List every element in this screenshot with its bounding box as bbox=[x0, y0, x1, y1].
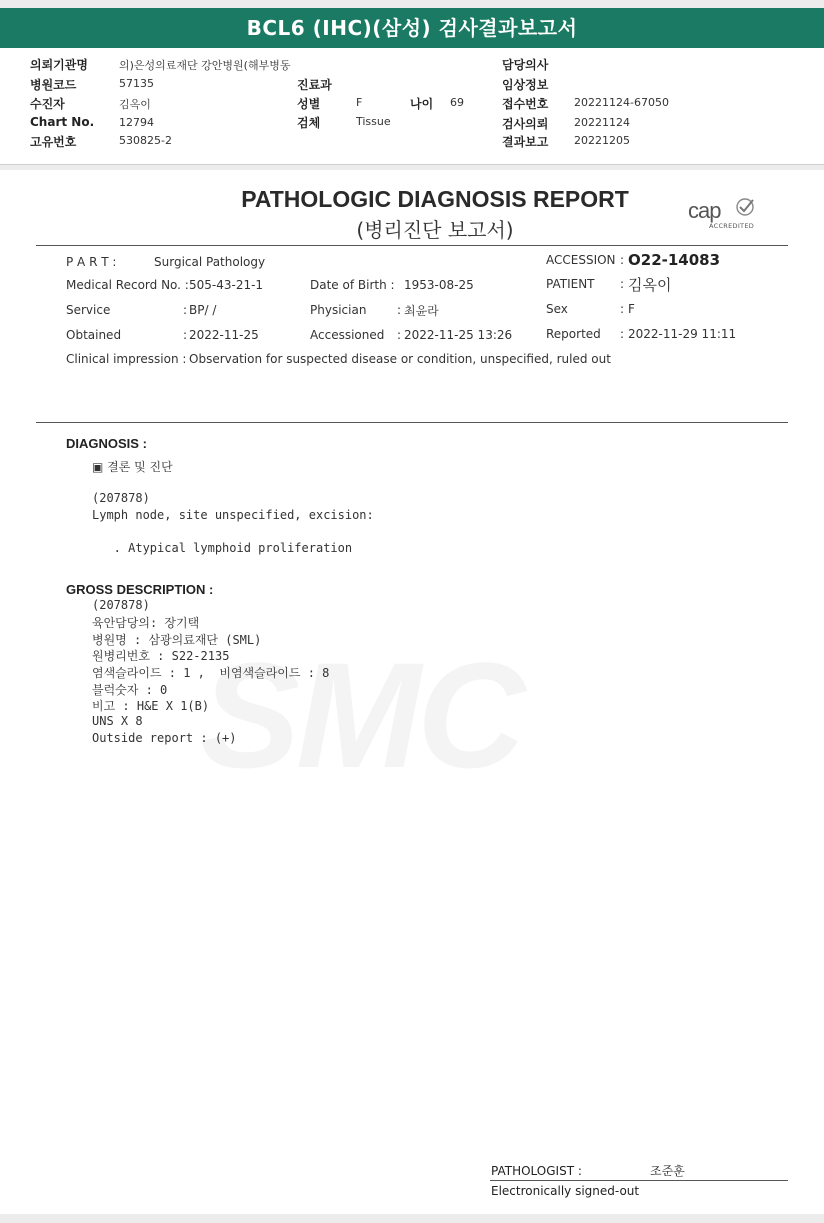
part-value: Surgical Pathology bbox=[154, 255, 266, 269]
sex-label: Sex bbox=[546, 302, 568, 316]
request-date-label: 검사의뢰 bbox=[502, 117, 549, 131]
electronic-signature-note: Electronically signed-out bbox=[491, 1184, 640, 1198]
gross-description-heading: GROSS DESCRIPTION : bbox=[66, 582, 214, 597]
receipt-no-label: 접수번호 bbox=[502, 97, 549, 111]
age-label: 나이 bbox=[410, 97, 434, 111]
clinical-impression-label: Clinical impression : bbox=[66, 352, 187, 366]
report-title-bar: BCL6 (IHC)(삼성) 검사결과보고서 bbox=[0, 8, 824, 48]
clinical-impression-value: Observation for suspected disease or condition, unspecified, ruled out bbox=[189, 352, 611, 366]
institution-label: 의뢰기관명 bbox=[30, 58, 88, 72]
diagnosis-line: (207878) bbox=[92, 491, 150, 505]
gross-line: 원병리번호 : S22-2135 bbox=[92, 649, 230, 663]
signature-line bbox=[490, 1180, 788, 1181]
unique-no-value: 530825-2 bbox=[119, 134, 172, 147]
department-label: 진료과 bbox=[297, 78, 332, 92]
physician-value: 최윤라 bbox=[404, 304, 439, 318]
reported-value: 2022-11-29 11:11 bbox=[628, 327, 737, 341]
unique-no-label: 고유번호 bbox=[30, 135, 77, 149]
specimen-label: 검체 bbox=[297, 116, 321, 130]
receipt-no-value: 20221124-67050 bbox=[574, 96, 669, 109]
age-value: 69 bbox=[450, 96, 464, 109]
pathology-report-document bbox=[0, 170, 824, 1214]
cap-logo-text: cap bbox=[688, 198, 721, 223]
request-info-panel bbox=[0, 48, 824, 165]
reported-label: Reported bbox=[546, 327, 601, 341]
sex-label: 성별 bbox=[297, 97, 321, 111]
diagnosis-heading: DIAGNOSIS : bbox=[66, 436, 147, 451]
gross-line: UNS X 8 bbox=[92, 714, 143, 728]
reported-colon: : bbox=[620, 327, 625, 341]
service-label: Service bbox=[66, 303, 111, 317]
cap-accredited-text: ACCREDITED bbox=[709, 222, 755, 230]
diagnosis-subheading: ▣ 결론 및 진단 bbox=[92, 460, 173, 474]
mrn-value: 505-43-21-1 bbox=[189, 278, 264, 292]
patient-colon: : bbox=[620, 277, 625, 291]
sex-colon: : bbox=[620, 302, 625, 316]
gross-line: 병원명 : 삼광의료재단 (SML) bbox=[92, 633, 262, 647]
physician-colon: : bbox=[397, 303, 402, 317]
accession-label: ACCESSION bbox=[546, 253, 616, 267]
mrn-label: Medical Record No. : bbox=[66, 278, 189, 292]
service-colon: : bbox=[183, 303, 188, 317]
obtained-label: Obtained bbox=[66, 328, 122, 342]
cap-accredited-logo bbox=[688, 198, 768, 234]
physician-label: Physician bbox=[310, 303, 367, 317]
pathologist-label: PATHOLOGIST : bbox=[491, 1164, 582, 1178]
accessioned-colon: : bbox=[397, 328, 402, 342]
accession-value: O22-14083 bbox=[628, 251, 721, 269]
hospital-code-label: 병원코드 bbox=[30, 78, 77, 92]
patient-label: 수진자 bbox=[30, 97, 65, 111]
hospital-code-value: 57135 bbox=[119, 77, 154, 90]
divider-middle bbox=[36, 422, 788, 423]
patient-name-label: PATIENT bbox=[546, 277, 595, 291]
gross-line: 육안담당의: 장기택 bbox=[92, 616, 200, 630]
result-date-label: 결과보고 bbox=[502, 135, 549, 149]
clinical-info-label: 임상정보 bbox=[502, 78, 549, 92]
patient-name-value: 김옥이 bbox=[628, 276, 672, 294]
dob-label: Date of Birth : bbox=[310, 278, 395, 292]
report-title: PATHOLOGIC DIAGNOSIS REPORT bbox=[241, 186, 629, 212]
sex-value: F bbox=[356, 96, 363, 109]
service-value: BP/ / bbox=[189, 303, 217, 317]
patient-value: 김옥이 bbox=[119, 98, 151, 111]
cap-check-icon bbox=[734, 196, 756, 218]
diagnosis-line: . Atypical lymphoid proliferation bbox=[92, 541, 353, 555]
chart-no-value: 12794 bbox=[119, 116, 154, 129]
gross-line: 블럭숫자 : 0 bbox=[92, 683, 168, 697]
smc-watermark bbox=[200, 640, 640, 790]
part-label: P A R T : bbox=[66, 255, 117, 269]
gross-line: 염색슬라이드 : 1 , 비염색슬라이드 : 8 bbox=[92, 666, 330, 680]
sex-value: F bbox=[628, 302, 635, 316]
pathologist-name: 조준훈 bbox=[650, 1164, 685, 1178]
result-date-value: 20221205 bbox=[574, 134, 630, 147]
chart-no-label: Chart No. bbox=[30, 115, 95, 129]
institution-value: 의)은성의료재단 강안병원(해부병동 bbox=[119, 59, 291, 72]
doctor-label: 담당의사 bbox=[502, 58, 549, 72]
specimen-value: Tissue bbox=[356, 115, 391, 128]
obtained-value: 2022-11-25 bbox=[189, 328, 259, 342]
report-subtitle: (병리진단 보고서) bbox=[356, 218, 514, 242]
gross-line: 비고 : H&E X 1(B) bbox=[92, 699, 210, 713]
obtained-colon: : bbox=[183, 328, 188, 342]
accessioned-label: Accessioned bbox=[310, 328, 385, 342]
divider-top bbox=[36, 245, 788, 246]
accession-colon: : bbox=[620, 253, 625, 267]
dob-value: 1953-08-25 bbox=[404, 278, 474, 292]
gross-line: (207878) bbox=[92, 598, 150, 612]
request-date-value: 20221124 bbox=[574, 116, 630, 129]
accessioned-value: 2022-11-25 13:26 bbox=[404, 328, 513, 342]
diagnosis-line: Lymph node, site unspecified, excision: bbox=[92, 508, 374, 522]
gross-line: Outside report : (+) bbox=[92, 731, 237, 745]
